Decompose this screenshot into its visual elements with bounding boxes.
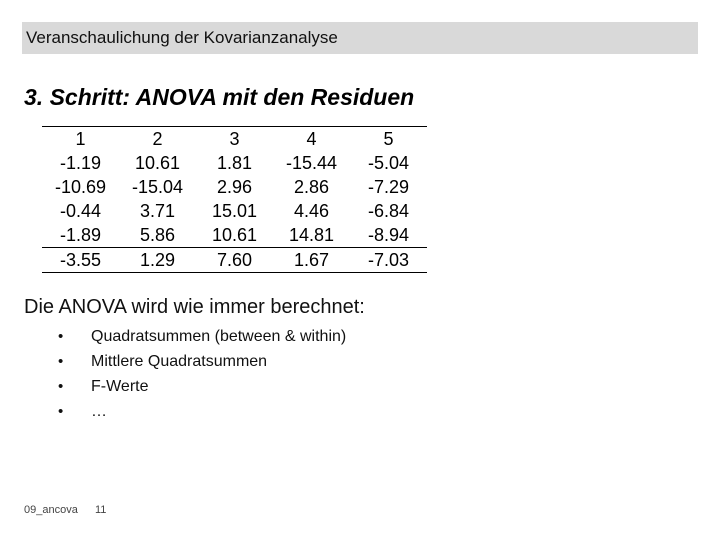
- table-cell: 2.86: [293, 177, 330, 197]
- table-cell: -15.04: [131, 177, 184, 197]
- table-cell: -7.03: [350, 248, 427, 273]
- header-bar: [22, 22, 698, 54]
- table-cell: 10.61: [211, 225, 258, 245]
- bullet-icon: •: [58, 403, 64, 420]
- table-cell: -0.44: [59, 201, 102, 221]
- table-cell: -1.19: [59, 153, 102, 173]
- header-title: Veranschaulichung der Kovarianzanalyse: [26, 28, 338, 47]
- footer-source: 09_ancova: [24, 504, 78, 516]
- column-header: 1: [42, 127, 119, 152]
- residuals-table: [42, 126, 427, 273]
- table-cell: -1.89: [59, 225, 102, 245]
- table-row: [42, 175, 427, 199]
- table-row: [42, 248, 427, 273]
- table-cell: 7.60: [196, 248, 273, 273]
- table-cell: -6.84: [367, 201, 410, 221]
- list-item-text: Quadratsummen (between & within): [91, 328, 347, 345]
- table-row: [42, 223, 427, 248]
- bullet-icon: •: [58, 378, 64, 395]
- table-cell: 4.46: [293, 201, 330, 221]
- page-number: 11: [95, 504, 107, 516]
- table-cell: 1.81: [216, 153, 253, 173]
- list-item-text: F-Werte: [91, 378, 149, 395]
- table-cell: 15.01: [211, 201, 258, 221]
- column-header: 4: [273, 127, 350, 152]
- column-header: 5: [350, 127, 427, 152]
- list-item-text: …: [91, 403, 107, 420]
- list-item: [58, 324, 346, 349]
- bullet-list: [58, 324, 346, 424]
- column-header: 3: [196, 127, 273, 152]
- table-cell: 10.61: [134, 153, 181, 173]
- table-cell: 1.29: [119, 248, 196, 273]
- table-cell: -3.55: [42, 248, 119, 273]
- column-header: 2: [119, 127, 196, 152]
- table-cell: -8.94: [367, 225, 410, 245]
- table-row: [42, 199, 427, 223]
- slide-title: 3. Schritt: ANOVA mit den Residuen: [24, 84, 415, 110]
- bullet-icon: •: [58, 328, 64, 345]
- table-cell: -10.69: [54, 177, 107, 197]
- table-cell: 3.71: [139, 201, 176, 221]
- list-item-text: Mittlere Quadratsummen: [91, 353, 268, 370]
- table-header-row: [42, 127, 427, 152]
- list-item: [58, 399, 346, 424]
- table-cell: -7.29: [367, 177, 410, 197]
- table-cell: 2.96: [216, 177, 253, 197]
- table-cell: 1.67: [273, 248, 350, 273]
- table-cell: -5.04: [367, 153, 410, 173]
- table-row: [42, 151, 427, 175]
- bullet-icon: •: [58, 353, 64, 370]
- table-cell: 14.81: [288, 225, 335, 245]
- list-item: [58, 349, 346, 374]
- list-item: [58, 374, 346, 399]
- table-cell: -15.44: [285, 153, 338, 173]
- intro-text: Die ANOVA wird wie immer berechnet:: [24, 296, 365, 318]
- table-cell: 5.86: [139, 225, 176, 245]
